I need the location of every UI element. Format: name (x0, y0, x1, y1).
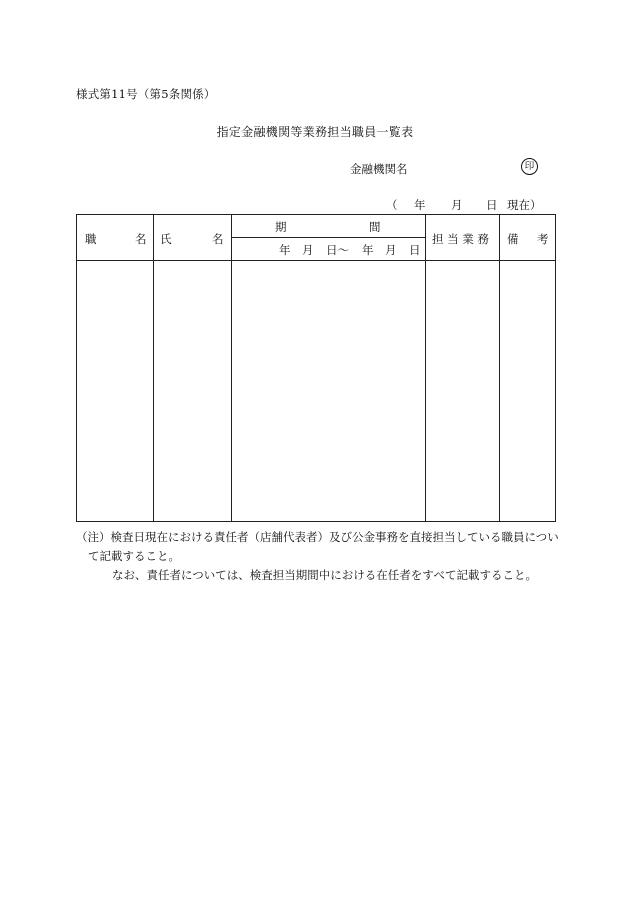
body-cell-position[interactable] (77, 261, 153, 521)
period-start-day: 日～ (326, 243, 349, 257)
as-of-open-paren: （ (386, 198, 398, 212)
period-start-year: 年 (279, 243, 291, 257)
header-name-char-1: 氏 (160, 232, 172, 246)
body-cell-period[interactable] (232, 261, 425, 521)
as-of-day-label: 日 (486, 198, 498, 212)
staff-list-table (76, 214, 556, 522)
header-period-char-2: 間 (369, 220, 381, 234)
body-cell-name[interactable] (154, 261, 231, 521)
as-of-suffix: 現在） (507, 198, 542, 212)
seal-mark-icon: 印 (521, 158, 538, 175)
document-title: 指定金融機関等業務担当職員一覧表 (216, 125, 414, 139)
body-cell-remarks[interactable] (500, 261, 555, 521)
form-number: 様式第11号（第5条関係） (76, 87, 216, 101)
header-remarks-char-1: 備 (507, 232, 519, 246)
header-assigned-duty: 担 当 業 務 (432, 232, 489, 246)
as-of-month-label: 月 (451, 198, 463, 212)
header-name-char-2: 名 (212, 232, 224, 246)
as-of-year-label: 年 (414, 198, 426, 212)
body-cell-duty[interactable] (426, 261, 499, 521)
period-end-day: 日 (409, 243, 421, 257)
period-end-month: 月 (385, 243, 397, 257)
header-position-char-1: 職 (85, 232, 97, 246)
period-subheader-divider (231, 237, 425, 238)
note-line-1: （注）検査日現在における責任者（店舗代表者）及び公金事務を直接担当している職員につい (76, 530, 559, 544)
period-end-year: 年 (362, 243, 374, 257)
header-remarks-char-2: 考 (537, 232, 549, 246)
header-period-char-1: 期 (275, 220, 287, 234)
header-position-char-2: 名 (135, 232, 147, 246)
note-line-2: て記載すること。 (88, 549, 180, 563)
period-start-month: 月 (302, 243, 314, 257)
note-line-3: なお、責任者については、検査担当期間中における在任者をすべて記載すること。 (112, 568, 538, 582)
institution-name-label: 金融機関名 (350, 162, 408, 176)
